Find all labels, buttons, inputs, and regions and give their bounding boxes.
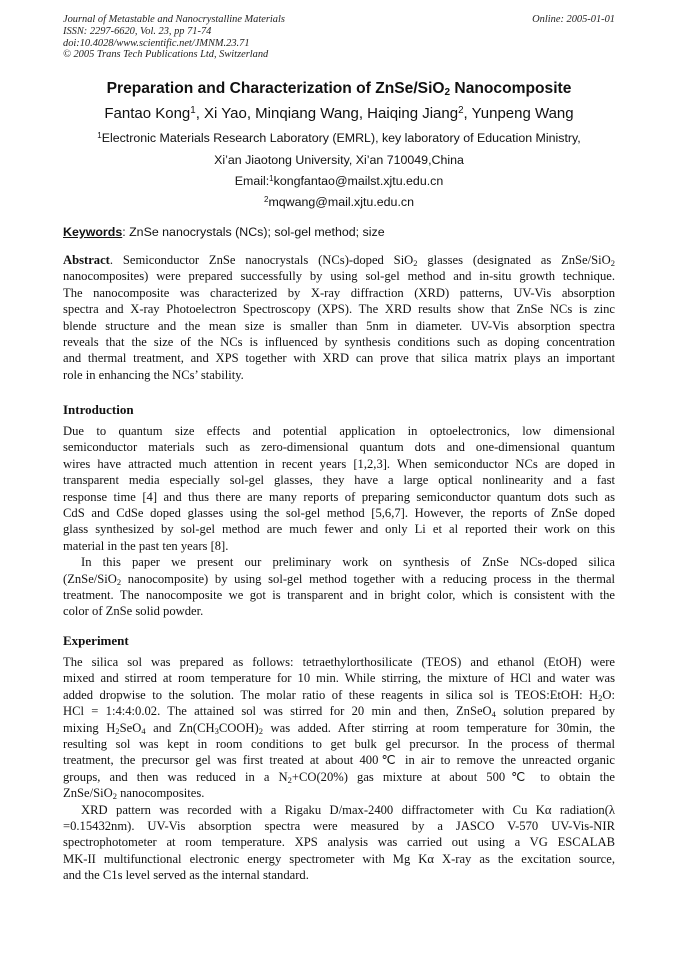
- body-line: wires have attracted much attention in recent years [1,2,3]. When semiconductor NCs are doped in: [63, 456, 615, 471]
- email-link-2[interactable]: mqwang@mail.xjtu.edu.cn: [268, 195, 414, 209]
- email-link-1[interactable]: kongfantao@mailst.xjtu.edu.cn: [273, 174, 444, 188]
- body-line: added dropwise to the solution. The molar ratio of these reagents in silica sol is TEOS:EtOH: $H_2O$:: [63, 687, 615, 703]
- body-line: XRD pattern was recorded with a Rigaku D/max-2400 diffractometer with Cu Kα radiation(λ: [81, 802, 615, 817]
- abstract-line: reveals that the size of the NCs is influenced by synthesis conditions such as doping concentration: [63, 334, 615, 349]
- affiliation-line-2: Xi’an Jiaotong University, Xi’an 710049,China: [214, 153, 464, 167]
- body-line: mixing $H_2SeO_4$ and $Zn(CH_3COOH)_2$ was added. After stirring at room temperature for 30min, the: [63, 720, 615, 736]
- body-line: resulting sol was kept in room conditions to get bulk gel precursor. In the process of thermal: [63, 736, 615, 751]
- body-line: The silica sol was prepared as follows: tetraethylorthosilicate (TEOS) and ethanol (EtOH) were: [63, 655, 615, 669]
- body-line: MK-II multifunctional electronic energy spectrometer with Mg Kα X-ray as the excitation source,: [63, 851, 615, 866]
- section-heading-experiment: Experiment: [63, 633, 129, 648]
- author-list: Fantao Kong$^1$, Xi Yao, Minqiang Wang, Haiqing Jiang$^2$, Yunpeng Wang: [104, 105, 574, 122]
- body-line: material in the past ten years [8].: [63, 538, 229, 553]
- body-line: =0.15432nm). UV-Vis absorption spectra were measured by a JASCO V-570 UV-Vis-NIR: [63, 818, 615, 833]
- issn-line: ISSN: 2297-6620, Vol. 23, pp 71-74: [63, 25, 212, 37]
- body-line: and the C1s level served as the internal standard.: [63, 868, 309, 883]
- body-line: mixed and stirred at room temperature for 10 min. While stirring, the mixture of HCl and water was: [63, 671, 615, 686]
- introduction-body: [63, 423, 615, 620]
- abstract-line: blende structure and the mean size is smaller than 5nm in diameter. UV-Vis absorption spectra: [63, 318, 615, 333]
- journal-name: Journal of Metastable and Nanocrystalline Materials: [63, 14, 285, 25]
- journal-header: [63, 14, 615, 61]
- copyright-line: © 2005 Trans Tech Publications Ltd, Switzerland: [63, 49, 269, 61]
- online-date: Online: 2005-01-01: [532, 14, 615, 25]
- affiliation-line-1: $^1$Electronic Materials Research Laboratory (EMRL), key laboratory of Education Ministry,: [97, 131, 581, 145]
- abstract-line: role in enhancing the NCs’ stability.: [63, 367, 244, 382]
- body-line: semiconductor materials such as zero-dimensional quantum dots and one-dimensional quantum: [63, 440, 615, 455]
- section-heading-introduction: Introduction: [63, 402, 134, 417]
- body-line: groups, and then was reduced in a $N_2+CO(20\%)$ gas mixture at about 500℃ to obtain the: [63, 769, 615, 785]
- body-line: treatment, the precursor gel was first treated at about 400℃ in air to remove the unreacted organic: [63, 753, 615, 768]
- abstract-line: spectra and X-ray Photoelectron Spectroscopy (XPS). The XRD results show that ZnSe NCs is zinc: [63, 302, 615, 317]
- doi-line: doi:10.4028/www.scientific.net/JMNM.23.71: [63, 37, 250, 49]
- body-line: response time [4] and thus there are many reports of preparing semiconductor quantum dots such as: [63, 489, 615, 504]
- experiment-body: [63, 654, 615, 883]
- body-line: CdS and CdSe doped glasses using the sol-gel method [5,6,7]. However, the reports of ZnSe doped: [63, 505, 615, 520]
- keywords-label: Keywords: [63, 225, 123, 239]
- body-line: ZnSe/SiO$_2$ nanocomposites.: [63, 786, 205, 802]
- abstract-line: The nanocomposite was characterized by X-ray diffraction (XRD) patterns, UV-Vis absorption: [63, 285, 615, 300]
- body-line: spectrophotometer at room temperature. XPS analysis was carried out using a VG ESCALAB: [63, 835, 615, 850]
- paper-title: Preparation and Characterization of ZnSe/SiO$_2$ Nanocomposite: [106, 80, 572, 98]
- body-line: In this paper we present our preliminary work on synthesis of ZnSe NCs-doped silica: [81, 555, 615, 570]
- keywords: Keywords: ZnSe nanocrystals (NCs); sol-gel method; size: [63, 225, 385, 239]
- body-line: glass synthesized by sol-gel method are much fewer and only Li et al reported their work on this: [63, 522, 615, 537]
- body-line: Due to quantum size effects and potential application in optoelectronics, low dimensional: [63, 424, 615, 438]
- body-line: HCl = 1:4:4:0.02. The attained sol was stirred for 20 min and then, ZnSeO$_4$ solution prepared by: [63, 704, 615, 720]
- email-line-2: $^2$mqwang@mail.xjtu.edu.cn: [264, 195, 414, 209]
- body-line: color of ZnSe solid powder.: [63, 604, 204, 619]
- body-line: treatment. The nanocomposite we got is transparent and in bright color, which is consistent with the: [63, 587, 615, 602]
- body-line: (ZnSe/SiO$_2$ nanocomposite) by using sol-gel method together with a reducing process in the thermal: [63, 571, 615, 587]
- abstract-line: nanocomposites) were prepared successfully by using sol-gel method and in-situ growth technique.: [63, 269, 615, 284]
- abstract-line: and thermal treatment, and XPS together with XRD can prove that silica matrix plays an important: [63, 351, 615, 366]
- body-line: transparent media especially sol-gel glasses, they have a large optical nonlinearity and a fast: [63, 473, 615, 488]
- email-line-1: Email:$^1$kongfantao@mailst.xjtu.edu.cn: [234, 174, 444, 188]
- abstract-line: Abstract. Semiconductor ZnSe nanocrystals (NCs)-doped SiO$_2$ glasses (designated as ZnSe/SiO$_2$: [63, 253, 615, 268]
- abstract: [63, 252, 615, 383]
